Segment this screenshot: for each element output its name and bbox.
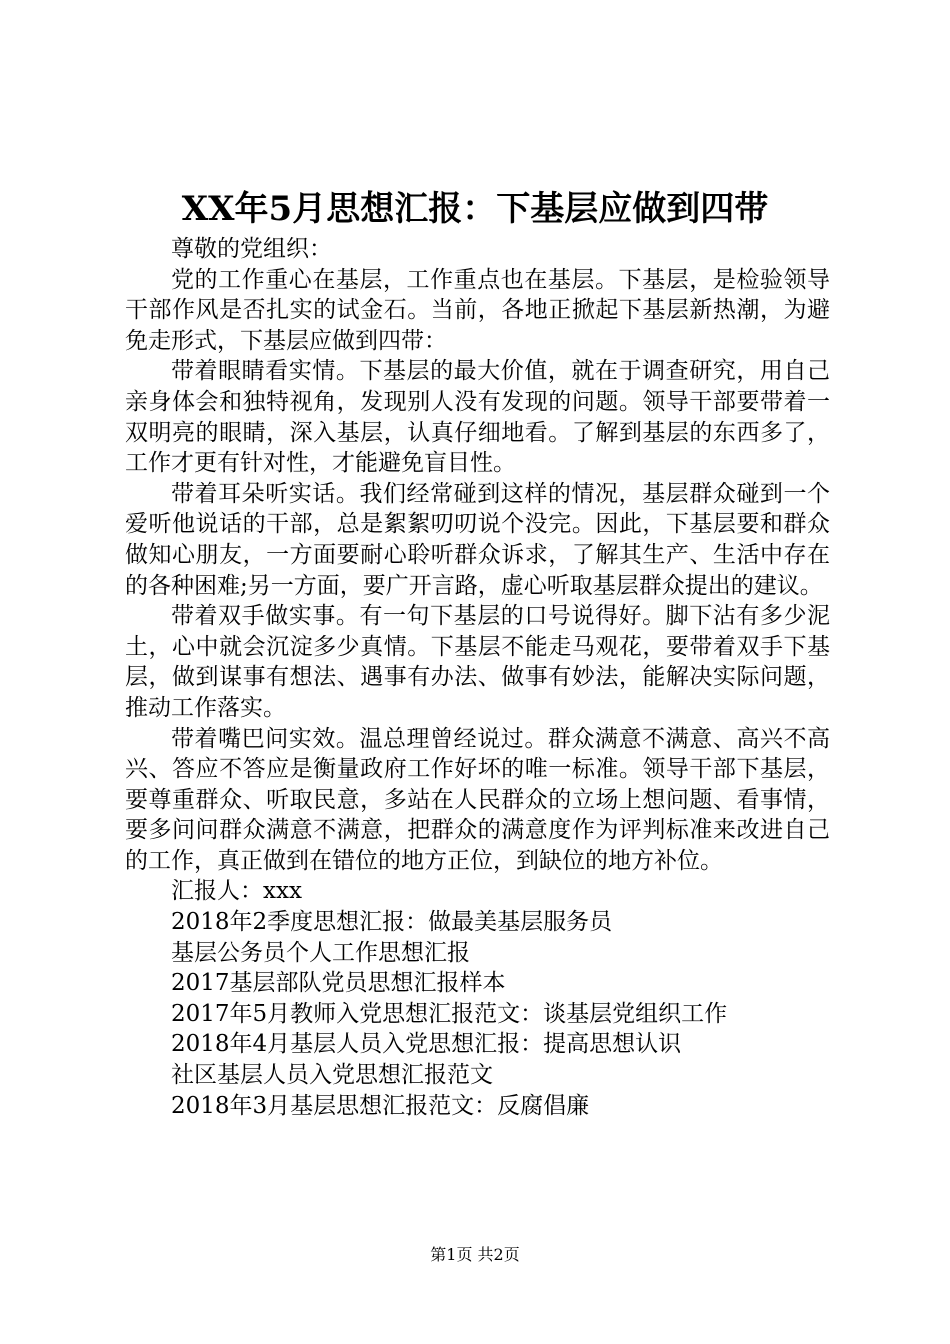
related-link[interactable]: 2018年2季度思想汇报：做最美基层服务员 [171,909,613,936]
related-link[interactable]: 2018年3月基层思想汇报范文：反腐倡廉 [171,1092,590,1119]
related-link[interactable]: 基层公务员个人工作思想汇报 [171,939,470,966]
paragraph-eyes: 带着眼睛看实情。下基层的最大价值，就在于调查研究，用自己亲身体会和独特视角，发现别人没有发现的问题。领导干部要带着一双明亮的眼睛，深入基层，认真仔细地看。了解到基层的东西多了，工作才更有针对性，才能避免盲目性。 [125,358,830,477]
reporter-line: 汇报人：xxx [171,878,302,905]
related-link[interactable]: 2018年4月基层人员入党思想汇报：提高思想认识 [171,1031,682,1058]
related-link[interactable]: 2017年5月教师入党思想汇报范文：谈基层党组织工作 [171,1000,728,1027]
related-link[interactable]: 2017基层部队党员思想汇报样本 [171,970,506,997]
page-indicator: 第1页 共2页 [430,1245,520,1264]
document-body [125,234,830,1121]
paragraph-ears: 带着耳朵听实话。我们经常碰到这样的情况，基层群众碰到一个爱听他说话的干部，总是絮絮叨叨说个没完。因此，下基层要和群众做知心朋友，一方面要耐心聆听群众诉求，了解其生产、生活中存在的各种困难;另一方面，要广开言路，虚心听取基层群众提出的建议。 [125,480,830,599]
paragraph-intro: 党的工作重心在基层，工作重点也在基层。下基层，是检验领导干部作风是否扎实的试金石。当前，各地正掀起下基层新热潮，为避免走形式，下基层应做到四带： [125,266,830,354]
paragraph-mouth: 带着嘴巴问实效。温总理曾经说过。群众满意不满意、高兴不高兴、答应不答应是衡量政府工作好坏的唯一标准。领导干部下基层，要尊重群众、听取民意，多站在人民群众的立场上想问题、看事情，要多问问群众满意不满意，把群众的满意度作为评判标准来改进自己的工作，真正做到在错位的地方正位，到缺位的地方补位。 [125,725,830,874]
paragraph-hands: 带着双手做实事。有一句下基层的口号说得好。脚下沾有多少泥土，心中就会沉淀多少真情。下基层不能走马观花，要带着双手下基层，做到谋事有想法、遇事有办法、做事有妙法，能解决实际问题，推动工作落实。 [125,603,830,721]
related-links-list [125,907,830,1121]
related-link[interactable]: 社区基层人员入党思想汇报范文 [171,1062,493,1089]
salutation: 尊敬的党组织： [171,236,332,262]
document-title: XX年5月思想汇报：下基层应做到四带 [181,189,769,229]
